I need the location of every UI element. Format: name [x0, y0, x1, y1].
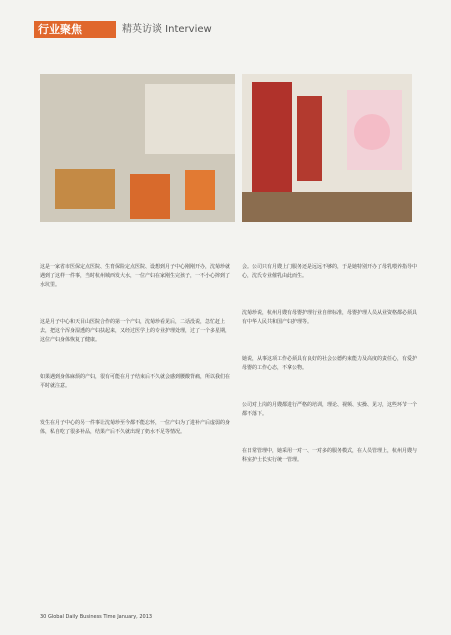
paragraph: 发生在月子中心的另一件事让沈菊珍至今都不能忘怀，一位产妇为了进补产后虚弱的身体，私自吃了很多补品，结果产后不久就出现了奶水不足等情况。: [40, 420, 231, 435]
paragraph: 会。公司只有月嫂上门服务还是远远不够的，于是她特别开办了母乳喂养指导中心，沈氏专业催乳由此而生。: [242, 264, 418, 279]
office-scene-illustration: [40, 74, 235, 222]
paragraph: 这是一家省市医保定点医院、生育保险定点医院、设想到月子中心刚刚开办，沈菊珍就遇到了这样一件事，当时杭州城西发大水，一位产妇在家刚生完孩子，一不小心摔到了水坑里。: [40, 264, 231, 288]
section-subtitle: 精英访谈 Interview: [122, 24, 212, 35]
page-footer: 30 Global Daily Business Time January, 2013: [40, 614, 153, 620]
paragraph: 沈菊珍说，杭州月嫂有母婴护理行业自律标准，母婴护理人员从业资格都必须具有中华人民共和国产妇护理等。: [242, 310, 418, 325]
banner-photo: [242, 74, 412, 222]
paragraph: 如果遇到身体麻烦的产妇，很有可能在月子结束后不久就会感到腰酸背痛，所以我们在平时就注意。: [40, 374, 231, 389]
right-article-column: [242, 240, 420, 488]
left-article-column: [40, 240, 232, 460]
section-tag: 行业聚焦: [34, 21, 116, 38]
paragraph: 她说，从事这项工作必须具有良好的社会公德约束能力及高度的责任心，有爱护母婴的工作心态，不拿公物。: [242, 356, 418, 371]
paragraph: 这是月子中心和天目山医院合作的第一个产妇，沈菊珍看见后，二话没说，急忙赶上去，把这个浑身湿透的产妇扶起来，又经过医学上的专业护理处理，过了一个多星期，这位产妇身体恢复了健康。: [40, 319, 231, 343]
banner-scene-illustration: [242, 74, 412, 222]
paragraph: 在日常管理中，她采用一对一、一对多的服务模式，在人员管理上，杭州月嫂与科室护士长实行统一管理。: [242, 448, 418, 463]
paragraph: 公司对上岗的月嫂都进行严格的培训，理论、视频、实操、见习，这些环节一个都不落下。: [242, 402, 418, 417]
office-photo: [40, 74, 235, 222]
